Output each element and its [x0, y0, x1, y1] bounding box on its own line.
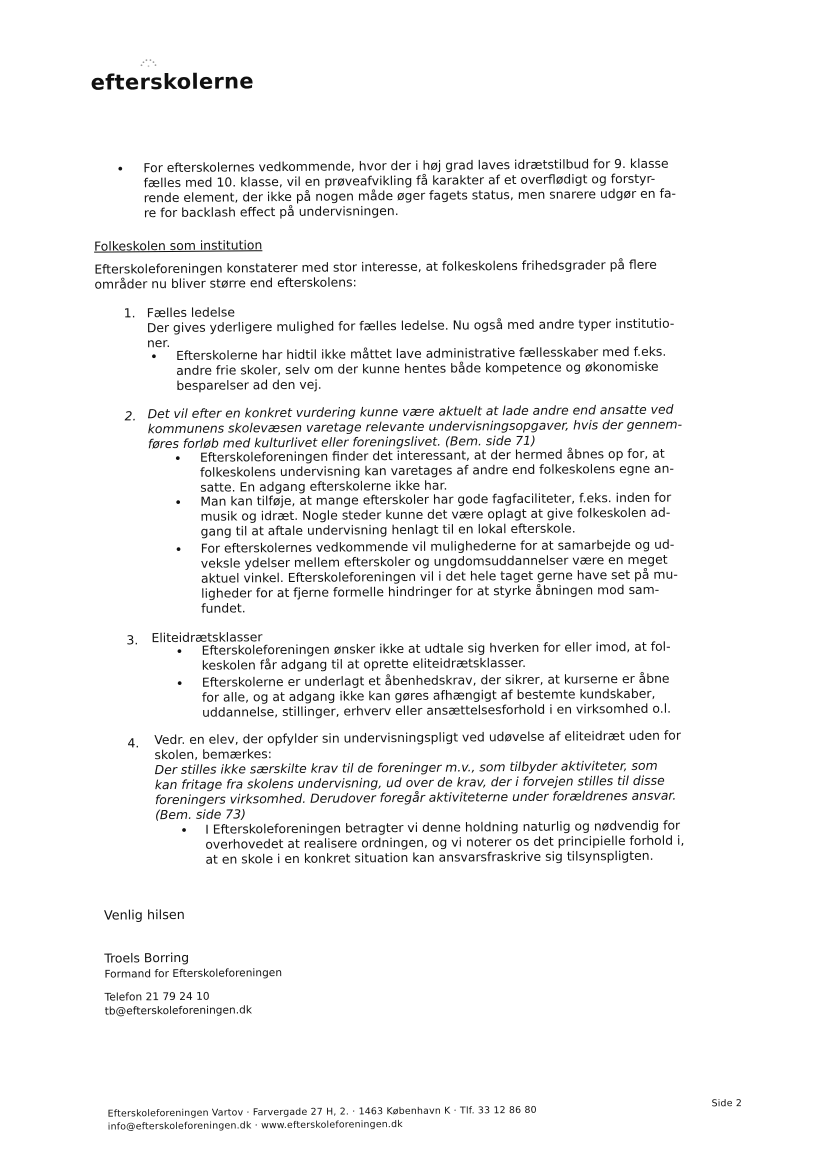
item-4-quote: Der stilles ikke særskilte krav til de foreninger m.v., som tilbyder aktiviteter, som kan fritage fra skolens undervisning, ud over de krav, der i forvejen stilles til disse foreningers virksomhed. Derudover foregår aktiviteterne under forældrenes ansvar. (Bem. side 73)	[154, 757, 677, 823]
page-number: Side 2	[711, 1098, 743, 1110]
item-number: 3.	[126, 632, 139, 648]
item-4-body: Vedr. en elev, der opfylder sin undervisningspligt ved udøvelse af eliteidræt uden for skolen, bemærkes:	[154, 727, 681, 763]
item-2-bullet-2: Man kan tilføje, at mange efterskoler har gode fagfaciliteter, f.eks. inden for musik og idræt. Nogle steder kunne det være oplagt at give folkeskolen ad- gang til at aftale undervisning henlagt til en lokal efterskole.	[200, 489, 672, 539]
item-3-bullet-1: Efterskoleforeningen ønsker ikke at udtale sig hverken for eller imod, at fol- keskolen får adgang til at oprette eliteidrætsklasser.	[201, 638, 671, 673]
footer-contact: info@efterskoleforeningen.dk · www.efterskoleforeningen.dk	[107, 1118, 403, 1133]
dotted-arc-icon	[138, 57, 158, 69]
item-number: 2.	[124, 408, 137, 424]
section-lead: Efterskoleforeningen konstaterer med stor interesse, at folkeskolens frihedsgrader på flere områder nu bliver større end efterskolens:	[94, 256, 657, 292]
signer-name: Troels Borring	[104, 949, 190, 966]
item-2-bullet-3: For efterskolernes vedkommende vil mulighederne for at samarbejde og ud- veksle ydelser mellem efterskoler og ungdomsuddannelser være en meget aktuel vinkel. Efterskoleforeningen vil i det hele taget gerne have set på mu- ligheder for at fjerne formelle hindringer for at styrke åbningen mod sam- fundet.	[200, 536, 678, 616]
item-3-title: Eliteidrætsklasser	[151, 629, 263, 646]
item-3-bullet-2: Efterskolerne er underlagt et åbenhedskrav, der sikrer, at kurserne er åbne for alle, og at adgang ikke kan gøres afhængigt af bestemte kundskaber, uddannelse, stillinger, erhverv eller ansættelsesforhold i en virksomhed o.l.	[201, 670, 672, 720]
bullet-icon: •	[180, 823, 188, 839]
item-1-content: Fælles ledelse Der gives yderligere mulighed for fælles ledelse. Nu også med andre typer institutio- ner.	[146, 304, 675, 351]
logo-text: efterskolerne	[90, 69, 254, 95]
bullet-icon: •	[116, 162, 125, 178]
bullet-icon: •	[174, 542, 183, 558]
closing-greeting: Venlig hilsen	[103, 907, 185, 924]
item-1-bullet-1: Efterskolerne har hidtil ikke måttet lave administrative fællesskaber med f.eks. andre frie skoler, selv om der kunne hentes både kompetence og økonomiske besparelser ad den vej.	[175, 343, 667, 393]
footer-address: Efterskoleforeningen Vartov · Farvergade 27 H, 2. · 1463 København K · Tlf. 33 12 86 80	[107, 1104, 537, 1120]
bullet-icon: •	[175, 644, 184, 660]
bullet-icon: •	[173, 451, 182, 467]
item-2-quote: Det vil efter en konkret vurdering kunne være aktuelt at lade andre end ansatte ved kommunens skolevæsen varetage relevante undervisningsopgaver, hvis der gennem- føres forløb med kulturlivet eller foreningslivet. (Bem. side 71)	[147, 401, 683, 452]
bullet-icon: •	[175, 676, 184, 692]
section-heading: Folkeskolen som institution	[94, 237, 263, 254]
item-4-bullet-1: I Efterskoleforeningen betragter vi denne holdning naturlig og nødvendig for overhovedet at realisere ordningen, og vi noterer os det principielle forhold i, at en skole i en konkret situation kan ansvarsfraskrive sig tilsynspligten.	[205, 817, 685, 867]
bullet-icon: •	[174, 495, 183, 511]
signer-phone: Telefon 21 79 24 10	[104, 990, 210, 1004]
item-number: 4.	[127, 735, 140, 751]
intro-bullet-text: For efterskolernes vedkommende, hvor der i høj grad laves idrætstilbud for 9. klasse fælles med 10. klasse, vil en prøveafvikling få karakter af et overflødigt og forstyr- rende element, der ikke på nogen måde øger fagets status, men snarere udgør en fa- re for backlash effect på undervisningen.	[143, 155, 677, 221]
signer-email: tb@efterskoleforeningen.dk	[104, 1004, 252, 1018]
signer-role: Formand for Efterskoleforeningen	[104, 967, 283, 981]
item-number: 1.	[123, 305, 136, 321]
item-2-bullet-1: Efterskoleforeningen finder det interessant, at der hermed åbnes op for, at folkeskolens undervisning kan varetages af andre end folkeskolens egne an- satte. En adgang efterskolerne ikke har.	[199, 445, 674, 495]
bullet-icon: •	[149, 350, 158, 366]
